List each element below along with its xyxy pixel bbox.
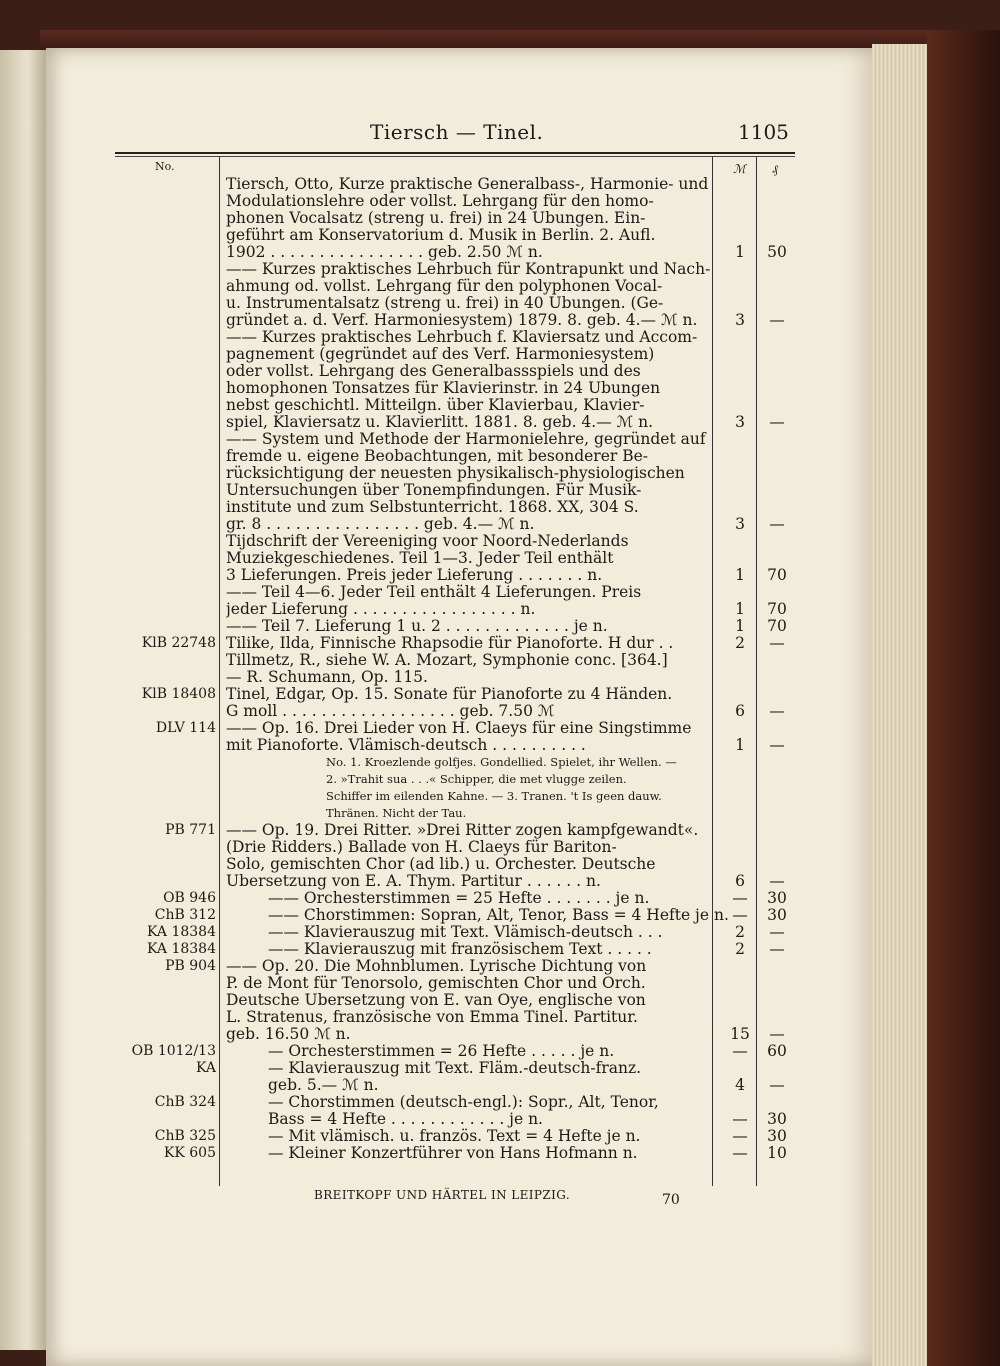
entry-text: —— Klavierauszug mit französischem Text . . . . . <box>268 941 652 958</box>
catalog-row <box>110 1043 800 1060</box>
column-label-pfennig: ₰ <box>772 162 778 176</box>
price-pfennig: 30 <box>767 906 787 924</box>
header-rule <box>115 152 795 154</box>
entry-text: — R. Schumann, Op. 115. <box>226 669 428 686</box>
catalog-row <box>110 499 800 516</box>
catalog-row <box>110 1128 800 1145</box>
catalog-row <box>110 1060 800 1077</box>
price-mark: — <box>732 1144 748 1162</box>
entry-text: 2. »Trahit sua . . .« Schipper, die met vlugge zeilen. <box>326 772 627 786</box>
price-pfennig: 70 <box>767 617 787 635</box>
price-pfennig: 30 <box>767 889 787 907</box>
catalog-number: KlB 18408 <box>141 686 216 702</box>
entry-text: No. 1. Kroezlende golfjes. Gondellied. Spielet, ihr Wellen. — <box>326 755 677 769</box>
catalog-row <box>110 516 800 533</box>
header-rule-thin <box>115 156 795 157</box>
catalog-number: PB 771 <box>165 822 216 838</box>
price-pfennig: — <box>769 1025 785 1043</box>
entry-text: L. Stratenus, französische von Emma Tinel. Partitur. <box>226 1009 638 1026</box>
entry-text: 1902 . . . . . . . . . . . . . . . . geb. 2.50 ℳ n. <box>226 244 543 261</box>
price-mark: 1 <box>735 736 745 754</box>
catalog-row <box>110 261 800 278</box>
catalog-row <box>110 856 800 873</box>
catalog-row <box>110 635 800 652</box>
catalog-row <box>110 346 800 363</box>
catalog-number: OB 946 <box>163 890 216 906</box>
catalog-number: KK 605 <box>163 1145 216 1161</box>
catalog-row <box>110 890 800 907</box>
entry-text: Tijdschrift der Vereeniging voor Noord-Nederlands <box>226 533 629 550</box>
price-mark: 4 <box>735 1076 745 1094</box>
entry-text: Untersuchungen über Tonempfindungen. Für Musik- <box>226 482 642 499</box>
catalog-number: KA <box>195 1060 216 1076</box>
entry-text: mit Pianoforte. Vlämisch-deutsch . . . . . . . . . . <box>226 737 586 754</box>
entry-text: Übersetzung von E. A. Thym. Partitur . . . . . . n. <box>226 873 601 890</box>
book-spine <box>927 30 1000 1366</box>
price-pfennig: — <box>769 702 785 720</box>
catalog-row <box>110 805 800 822</box>
catalog-row <box>110 380 800 397</box>
entry-text: Solo, gemischten Chor (ad lib.) u. Orchester. Deutsche <box>226 856 656 873</box>
catalog-number: PB 904 <box>165 958 216 974</box>
catalog-row <box>110 652 800 669</box>
catalog-row <box>110 176 800 193</box>
catalog-row <box>110 210 800 227</box>
price-mark: — <box>732 1042 748 1060</box>
price-mark: 3 <box>735 413 745 431</box>
catalog-row <box>110 720 800 737</box>
entry-text: Schiffer im eilenden Kahne. — 3. Tranen. 't Is geen dauw. <box>326 789 662 803</box>
entry-text: geb. 5.— ℳ n. <box>268 1077 379 1094</box>
entry-text: —— Teil 4—6. Jeder Teil enthält 4 Lieferungen. Preis <box>226 584 642 601</box>
catalog-row <box>110 1077 800 1094</box>
catalog-row <box>110 482 800 499</box>
catalog-row <box>110 567 800 584</box>
entry-text: gründet a. d. Verf. Harmoniesystem) 1879. 8. geb. 4.— ℳ n. <box>226 312 698 329</box>
catalog-row <box>110 737 800 754</box>
entry-text: (Drie Ridders.) Ballade von H. Claeys für Bariton- <box>226 839 617 856</box>
price-pfennig: 50 <box>767 243 787 261</box>
catalog-row <box>110 839 800 856</box>
catalog-row <box>110 363 800 380</box>
catalog-row <box>110 431 800 448</box>
catalog-row <box>110 278 800 295</box>
price-mark: — <box>732 889 748 907</box>
catalog-row <box>110 601 800 618</box>
catalog-number: ChB 324 <box>154 1094 216 1110</box>
entry-text: rücksichtigung der neuesten physikalisch-physiologischen <box>226 465 685 482</box>
catalog-entries <box>110 176 800 1162</box>
catalog-number: DLV 114 <box>155 720 216 736</box>
signature-mark: 70 <box>662 1192 680 1208</box>
entry-text: —— Teil 7. Lieferung 1 u. 2 . . . . . . . . . . . . . je n. <box>226 618 608 635</box>
entry-text: — Kleiner Konzertführer von Hans Hofmann n. <box>268 1145 638 1162</box>
price-mark: — <box>732 1127 748 1145</box>
catalog-row <box>110 295 800 312</box>
catalog-row <box>110 703 800 720</box>
price-mark: 2 <box>735 923 745 941</box>
price-pfennig: — <box>769 1076 785 1094</box>
price-pfennig: — <box>769 634 785 652</box>
entry-text: — Chorstimmen (deutsch-engl.): Sopr., Alt, Tenor, <box>268 1094 659 1111</box>
price-mark: 3 <box>735 515 745 533</box>
entry-text: —— Op. 20. Die Mohnblumen. Lyrische Dichtung von <box>226 958 647 975</box>
entry-text: G moll . . . . . . . . . . . . . . . . . . geb. 7.50 ℳ <box>226 703 555 720</box>
catalog-row <box>110 822 800 839</box>
price-pfennig: 60 <box>767 1042 787 1060</box>
entry-text: gr. 8 . . . . . . . . . . . . . . . . geb. 4.— ℳ n. <box>226 516 535 533</box>
entry-text: —— Klavierauszug mit Text. Vlämisch-deutsch . . . <box>268 924 663 941</box>
catalog-row <box>110 1145 800 1162</box>
catalog-row <box>110 414 800 431</box>
catalog-row <box>110 448 800 465</box>
entry-text: —— System und Methode der Harmonielehre, gegründet auf <box>226 431 706 448</box>
price-pfennig: 30 <box>767 1127 787 1145</box>
price-mark: — <box>732 1110 748 1128</box>
catalog-row <box>110 227 800 244</box>
entry-text: Tiersch, Otto, Kurze praktische Generalbass-, Harmonie- und <box>226 176 709 193</box>
catalog-number: OB 1012/13 <box>131 1043 216 1059</box>
price-pfennig: 70 <box>767 566 787 584</box>
entry-text: Deutsche Übersetzung von E. van Oye, englische von <box>226 992 646 1009</box>
entry-text: Modulationslehre oder vollst. Lehrgang für den homo- <box>226 193 654 210</box>
catalog-row <box>110 873 800 890</box>
publisher-footer: BREITKOPF UND HÄRTEL IN LEIPZIG. <box>314 1188 571 1202</box>
entry-text: — Orchesterstimmen = 26 Hefte . . . . . je n. <box>268 1043 615 1060</box>
catalog-row <box>110 618 800 635</box>
entry-text: —— Op. 19. Drei Ritter. »Drei Ritter zogen kampfgewandt«. <box>226 822 699 839</box>
entry-text: geb. 16.50 ℳ n. <box>226 1026 351 1043</box>
price-mark: 15 <box>730 1025 750 1043</box>
catalog-row <box>110 1111 800 1128</box>
catalog-number: KA 18384 <box>147 924 216 940</box>
entry-text: spiel, Klaviersatz u. Klavierlitt. 1881. 8. geb. 4.— ℳ n. <box>226 414 654 431</box>
entry-text: u. Instrumentalsatz (streng u. frei) in 40 Übungen. (Ge- <box>226 295 664 312</box>
catalog-row <box>110 1009 800 1026</box>
page-number: 1105 <box>738 120 789 144</box>
catalog-number: KA 18384 <box>147 941 216 957</box>
entry-text: — Klavierauszug mit Text. Fläm.-deutsch-franz. <box>268 1060 642 1077</box>
price-mark: 2 <box>735 634 745 652</box>
price-pfennig: 30 <box>767 1110 787 1128</box>
column-label-no: No. <box>155 160 175 173</box>
catalog-row <box>110 941 800 958</box>
catalog-row <box>110 958 800 975</box>
page-edges <box>872 44 930 1366</box>
price-mark: 1 <box>735 600 745 618</box>
price-pfennig: — <box>769 311 785 329</box>
price-pfennig: — <box>769 940 785 958</box>
catalog-row <box>110 584 800 601</box>
price-mark: 1 <box>735 617 745 635</box>
catalog-number: KlB 22748 <box>141 635 216 651</box>
catalog-row <box>110 1026 800 1043</box>
entry-text: phonen Vocalsatz (streng u. frei) in 24 Übungen. Ein- <box>226 210 646 227</box>
entry-text: homophonen Tonsatzes für Klavierinstr. in 24 Übungen <box>226 380 661 397</box>
price-pfennig: 10 <box>767 1144 787 1162</box>
entry-text: — Mit vlämisch. u. französ. Text = 4 Hefte je n. <box>268 1128 641 1145</box>
entry-text: Muziekgeschiedenes. Teil 1—3. Jeder Teil enthält <box>226 550 614 567</box>
entry-text: Tillmetz, R., siehe W. A. Mozart, Symphonie conc. [364.] <box>226 652 668 669</box>
entry-text: 3 Lieferungen. Preis jeder Lieferung . . . . . . . n. <box>226 567 603 584</box>
catalog-row <box>110 312 800 329</box>
entry-text: Bass = 4 Hefte . . . . . . . . . . . . je n. <box>268 1111 543 1128</box>
catalog-row <box>110 907 800 924</box>
catalog-number: ChB 312 <box>154 907 216 923</box>
price-pfennig: — <box>769 413 785 431</box>
price-mark: 2 <box>735 940 745 958</box>
entry-text: —— Orchesterstimmen = 25 Hefte . . . . . . . je n. <box>268 890 650 907</box>
catalog-row <box>110 771 800 788</box>
catalog-row <box>110 669 800 686</box>
catalog-number: ChB 325 <box>154 1128 216 1144</box>
catalog-row <box>110 975 800 992</box>
catalog-row <box>110 754 800 771</box>
catalog-row <box>110 397 800 414</box>
price-mark: 1 <box>735 243 745 261</box>
entry-text: —— Kurzes praktisches Lehrbuch für Kontrapunkt und Nach- <box>226 261 711 278</box>
entry-text: institute und zum Selbstunterricht. 1868. XX, 304 S. <box>226 499 639 516</box>
left-page-edge <box>0 50 48 1350</box>
price-pfennig: — <box>769 872 785 890</box>
entry-text: ahmung od. vollst. Lehrgang für den polyphonen Vocal- <box>226 278 663 295</box>
price-mark: 6 <box>735 872 745 890</box>
entry-text: —— Op. 16. Drei Lieder von H. Claeys für eine Singstimme <box>226 720 692 737</box>
catalog-row <box>110 465 800 482</box>
entry-text: Tilike, Ilda, Finnische Rhapsodie für Pianoforte. H dur . . <box>226 635 674 652</box>
price-pfennig: — <box>769 736 785 754</box>
running-head: Tiersch — Tinel. <box>370 120 544 144</box>
entry-text: nebst geschichtl. Mitteilgn. über Klavierbau, Klavier- <box>226 397 645 414</box>
entry-text: Thränen. Nicht der Tau. <box>326 806 467 820</box>
price-mark: 1 <box>735 566 745 584</box>
entry-text: fremde u. eigene Beobachtungen, mit besonderer Be- <box>226 448 649 465</box>
entry-text: oder vollst. Lehrgang des Generalbassspiels und des <box>226 363 641 380</box>
price-pfennig: — <box>769 515 785 533</box>
entry-text: —— Chorstimmen: Sopran, Alt, Tenor, Bass = 4 Hefte je n. <box>268 907 729 924</box>
catalog-row <box>110 788 800 805</box>
entry-text: jeder Lieferung . . . . . . . . . . . . . . . . . n. <box>226 601 536 618</box>
catalog-row <box>110 550 800 567</box>
entry-text: geführt am Konservatorium d. Musik in Berlin. 2. Aufl. <box>226 227 656 244</box>
catalog-row <box>110 924 800 941</box>
catalog-row <box>110 193 800 210</box>
catalog-row <box>110 1094 800 1111</box>
price-mark: — <box>732 906 748 924</box>
price-pfennig: — <box>769 923 785 941</box>
catalog-row <box>110 686 800 703</box>
catalog-row <box>110 244 800 261</box>
catalog-row <box>110 992 800 1009</box>
price-mark: 6 <box>735 702 745 720</box>
price-pfennig: 70 <box>767 600 787 618</box>
price-mark: 3 <box>735 311 745 329</box>
catalog-row <box>110 329 800 346</box>
entry-text: —— Kurzes praktisches Lehrbuch f. Klaviersatz und Accom- <box>226 329 698 346</box>
catalog-row <box>110 533 800 550</box>
entry-text: Tinel, Edgar, Op. 15. Sonate für Pianoforte zu 4 Händen. <box>226 686 673 703</box>
column-label-mark: ℳ <box>733 162 746 176</box>
entry-text: pagnement (gegründet auf des Verf. Harmoniesystem) <box>226 346 655 363</box>
entry-text: P. de Mont für Tenorsolo, gemischten Chor und Orch. <box>226 975 646 992</box>
